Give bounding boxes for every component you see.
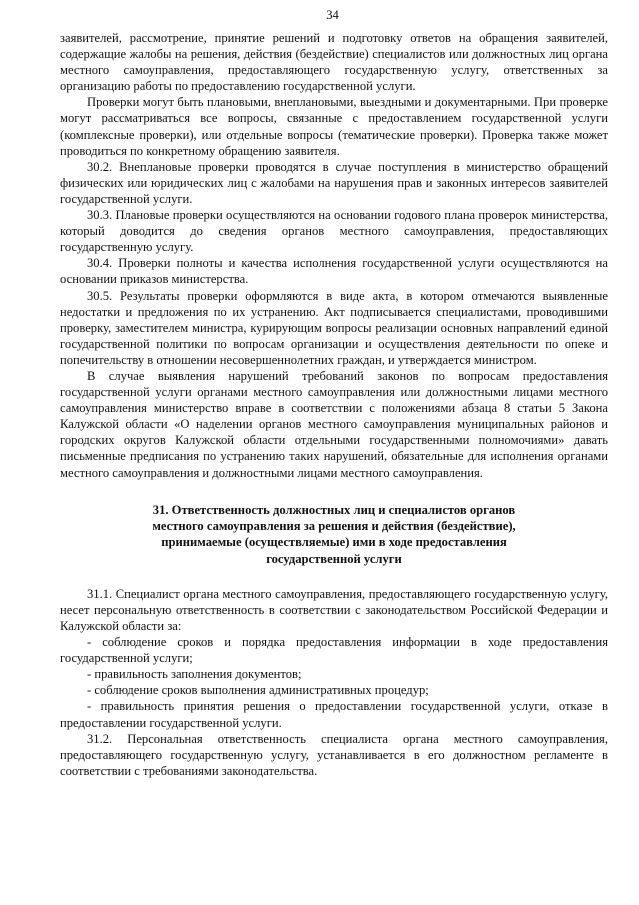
page-number: 34 [326,8,339,22]
section-title-line: принимаемые (осуществляемые) ими в ходе предоставления [161,535,507,550]
document-body [60,30,608,779]
paragraph: 31.2. Персональная ответственность специалиста органа местного самоуправления, предоставляющего государственную услугу, устанавливается в его должностном регламенте в соответствии с требованиями законодательства. [60,731,608,778]
paragraph: В случае выявления нарушений требований законов по вопросам предоставления государственной услуги органами местного самоуправления или должностными лицами местного самоуправления министерство вправе в соответствии с положениями абзаца 8 статьи 5 Закона Калужской области «О наделении органов местного самоуправления муниципальных районов и городских округов Калужской области отдельными государственными полномочиями» давать письменные предписания по устранению таких нарушений, обязательные для исполнения органами местного самоуправления и должностными лицами местного самоуправления. [60,368,608,480]
paragraph: 30.5. Результаты проверки оформляются в виде акта, в котором отмечаются выявленные недостатки и предложения по их устранению. Акт подписывается специалистами, проводившими проверку, заместителем министра, курирующим вопросы реализации основных направлений единой государственной политики по вопросам организации и осуществления деятельности по опеке и попечительству в отношении несовершеннолетних граждан, и утверждается министром. [60,288,608,367]
paragraph: 31.1. Специалист органа местного самоуправления, предоставляющего государственную услугу, несет персональную ответственность в соответствии с законодательством Российской Федерации и Калужской области за: [60,586,608,633]
section-title-line: государственной услуги [266,551,402,566]
paragraph: 30.4. Проверки полноты и качества исполнения государственной услуги осуществляются на основании приказов министерства. [60,256,608,287]
paragraph: заявителей, рассмотрение, принятие решений и подготовку ответов на обращения заявителей, содержащие жалобы на решения, действия (бездействие) специалистов или должностных лиц органа местного самоуправления, предоставляющего государственную услугу, ответственных за организацию работы по предоставлению государственной услуги. [60,31,608,94]
paragraph: Проверки могут быть плановыми, внеплановыми, выездными и документарными. При проверке могут рассматриваться все вопросы, связанные с предоставлением государственной услуги (комплексные проверки), или отдельные вопросы (тематические проверки). Проверка также может проводиться по конкретному обращению заявителя. [60,95,608,158]
paragraphs-top [60,30,608,481]
paragraph: 30.2. Внеплановые проверки проводятся в случае поступления в министерство обращений физических или юридических лиц с жалобами на нарушения прав и законных интересов заявителей государственной услуги. [60,159,608,206]
section-title-line: местного самоуправления за решения и действия (бездействие), [152,518,516,533]
paragraph: - соблюдение сроков выполнения административных процедур; [87,683,429,698]
section-title [60,502,608,567]
paragraphs-bottom [60,586,608,779]
paragraph: - правильность принятия решения о предоставлении государственной услуги, отказе в предоставлении государственной услуги. [60,699,608,730]
section-title-line: 31. Ответственность должностных лиц и специалистов органов [152,502,516,517]
paragraph: - соблюдение сроков и порядка предоставления информации в ходе предоставления государственной услуги; [60,635,608,666]
paragraph: - правильность заполнения документов; [87,667,302,682]
paragraph: 30.3. Плановые проверки осуществляются на основании годового плана проверок министерства, который доводится до сведения органов местного самоуправления, предоставляющих государственную услугу. [60,208,608,255]
